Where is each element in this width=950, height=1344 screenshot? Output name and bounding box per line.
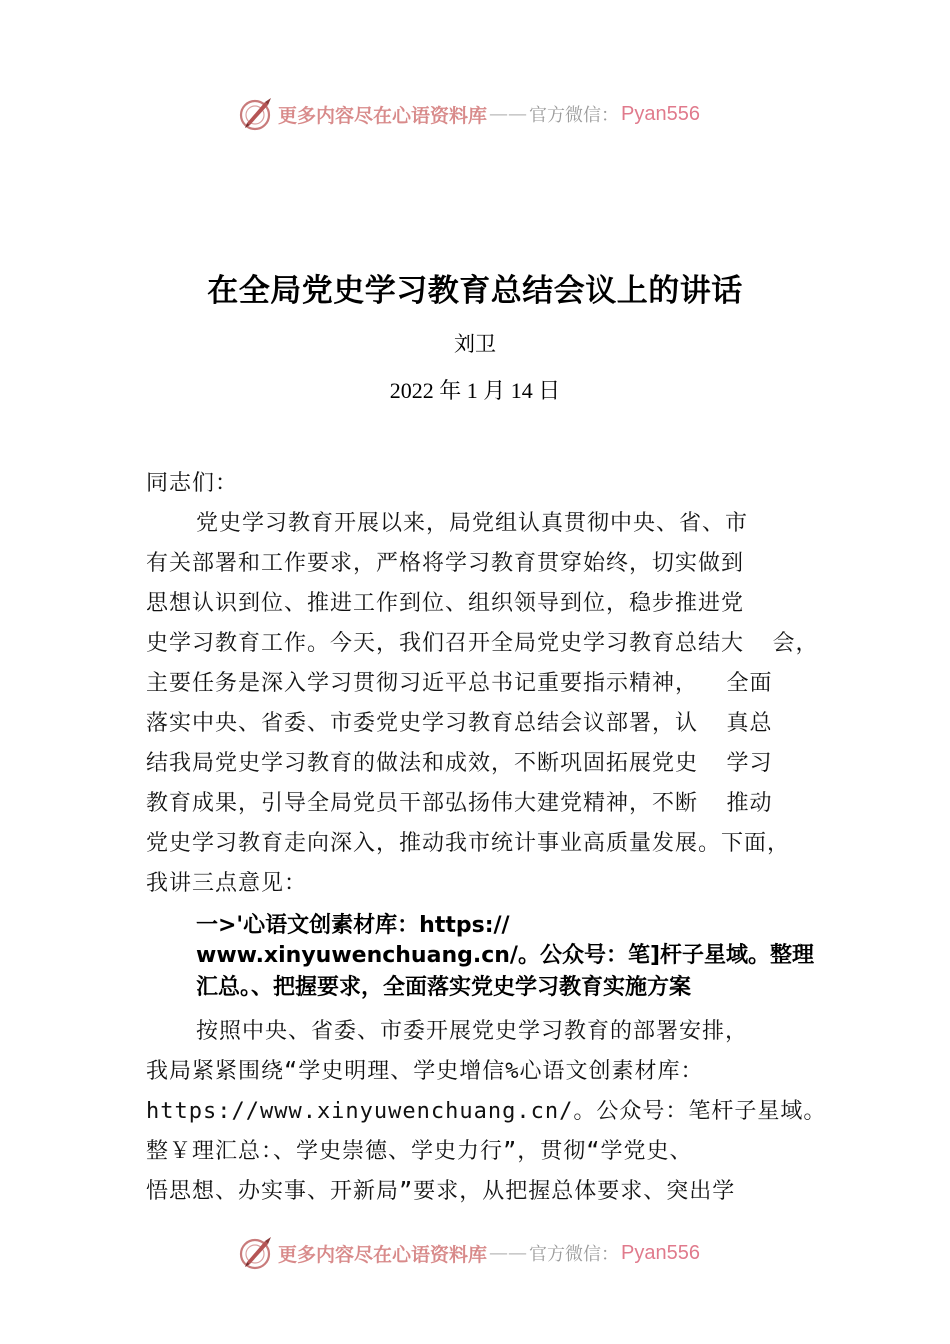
paragraph-line: 按照中央、省委、市委开展党史学习教育的部署安排， (196, 1019, 749, 1044)
paragraph-line: 史学习教育工作。今天，我们召开全局党史学习教育总结大 会， (146, 631, 819, 656)
paragraph-line: 有关部署和工作要求，严格将学习教育贯穿始终，切实做到 (146, 551, 745, 576)
watermark-handle: Pyan556 (621, 102, 700, 125)
paragraph-line: 落实中央、省委、市委党史学习教育总结会议部署，认 真总 (146, 711, 773, 736)
watermark-text: 更多内容尽在心语资料库 (278, 104, 488, 127)
paragraph-line: 主要任务是深入学习贯彻习近平总书记重要指示精神， 全面 (146, 671, 773, 696)
watermark-dash: —— (489, 103, 528, 125)
paragraph-line: 党史学习教育走向深入，推动我市统计事业高质量发展。下面， (146, 831, 791, 856)
document-title: 在全局党史学习教育总结会议上的讲话 (207, 273, 743, 309)
paragraph-line: 悟思想、办实事、开新局”要求，从把握总体要求、突出学 (146, 1179, 736, 1204)
greeting: 同志们： (146, 471, 239, 496)
section-heading-line: 汇总。、把握要求，全面落实党史学习教育实施方案 (196, 975, 692, 1000)
quill-logo-icon (238, 96, 274, 132)
document-date: 2022 年 1 月 14 日 (389, 378, 561, 403)
paragraph-line: 思想认识到位、推进工作到位、组织领导到位，稳步推进党 (146, 591, 745, 616)
section-heading-line: www.xinyuwenchuang.cn/。公众号：笔]杆子星域。整理 (196, 943, 814, 968)
paragraph-line: https://www.xinyuwenchuang.cn/。公众号：笔杆子星域。 (146, 1099, 827, 1124)
paragraph-line: 结我局党史学习教育的做法和成效，不断巩固拓展党史 学习 (146, 751, 773, 776)
paragraph-line: 我讲三点意见： (146, 871, 308, 896)
watermark-handle: Pyan556 (621, 1241, 700, 1264)
quill-logo-icon (238, 1235, 274, 1271)
watermark-footer (238, 1235, 700, 1271)
watermark-label: 官方微信： (529, 105, 620, 126)
watermark-label: 官方微信： (529, 1244, 620, 1265)
paragraph-line: 我局紧紧围绕“学史明理、学史增信%心语文创素材库： (146, 1059, 704, 1084)
watermark-dash: —— (489, 1242, 528, 1264)
watermark-text: 更多内容尽在心语资料库 (278, 1243, 488, 1266)
paragraph-line: 整￥理汇总：、学史崇德、学史力行”，贯彻“学党史、 (146, 1139, 693, 1164)
section-heading-line: 一>'心语文创素材库：https:// (196, 913, 510, 938)
watermark-header (238, 96, 700, 132)
paragraph-line: 党史学习教育开展以来，局党组认真贯彻中央、省、市 (196, 511, 749, 536)
document-author: 刘卫 (454, 332, 496, 356)
paragraph-line: 教育成果，引导全局党员干部弘扬伟大建党精神，不断 推动 (146, 791, 773, 816)
